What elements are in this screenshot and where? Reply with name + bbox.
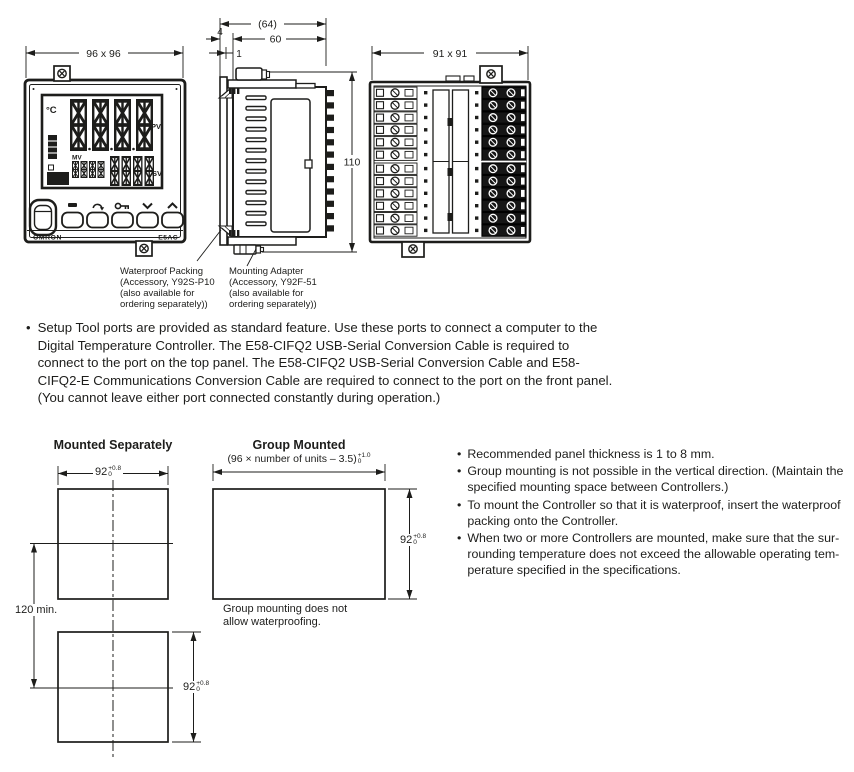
rear-top-mount-screw	[480, 66, 502, 83]
up-key	[162, 213, 183, 228]
note-item: • Group mounting is not possible in the vertical direction. (Maintain the specified mounting space between Controllers.)	[457, 464, 844, 495]
side-top-clamp	[228, 68, 315, 88]
pv-label: PV	[151, 122, 162, 131]
mounting-adapter-callout: Mounting Adapter (Accessory, Y92F-51 (also available for ordering separately))	[229, 266, 317, 310]
dim-110-label: 110	[343, 156, 361, 169]
group-mounted-drawing	[213, 464, 417, 599]
front-dim-96x96	[26, 46, 183, 78]
bullet-marker: •	[457, 497, 462, 512]
door-latch	[305, 160, 312, 168]
terminal-block-right	[482, 87, 526, 236]
level-key	[62, 213, 83, 228]
front-keys	[62, 213, 183, 228]
top-usb-connector	[236, 68, 270, 80]
usb-port	[30, 200, 56, 235]
mounting-adapter-screw	[234, 245, 264, 254]
level-key-icon	[68, 203, 77, 207]
note-item: • To mount the Controller so that it is waterproof, insert the waterproof packing onto the Controller.	[457, 497, 841, 528]
mode-key	[87, 213, 108, 228]
mounted-separately-title: Mounted Separately	[53, 438, 173, 452]
setup-tool-note-text: Setup Tool ports are provided as standard feature. Use these ports to connect a computer to the Digital Temperature Controller. The E58-CIFQ2 USB-Serial Conversion Cable is required to connect to the port on the top panel. The E58-CIFQ2 USB-Serial Conversion Cable and E58- CIFQ2-E Communications Conversion Cable are required to connect to the port on the front panel. (You cannot leave either port connected constantly during operation.)	[37, 320, 613, 405]
front-top-mount-screw	[54, 66, 70, 81]
group-width-formula: (96 × number of units – 3.5) +1.0 0	[227, 452, 371, 466]
mv-label: MV	[72, 154, 82, 162]
terminal-teeth	[326, 87, 334, 237]
rear-view	[370, 46, 530, 257]
group-mounted-title: Group Mounted	[252, 438, 346, 452]
rear-bottom-mount-screw	[402, 242, 424, 257]
panel-cutout-drawings	[0, 430, 460, 772]
dim-1-label: 1	[236, 49, 242, 60]
front-bottom-mount-screw	[136, 241, 152, 256]
cutout-width-dim: 92 +0.8 0	[95, 465, 122, 479]
spacing-dim-label: 120 min.	[15, 604, 58, 616]
waterproof-packing-callout: Waterproof Packing (Accessory, Y92S-P10 (also available for ordering separately))	[120, 266, 215, 310]
side-front-bezel	[220, 77, 227, 245]
percent-label: %	[62, 179, 67, 185]
sv-label: SV	[152, 169, 163, 178]
side-bottom-clamp	[228, 237, 296, 254]
group-mounting-note: Group mounting does not allow waterproofing.	[223, 603, 348, 628]
front-view	[25, 46, 185, 256]
bullet-marker: •	[457, 531, 462, 546]
model-logo: E5AC	[158, 234, 178, 242]
dim-64-label: (64)	[258, 18, 277, 31]
setup-tool-note	[26, 319, 612, 407]
side-door	[271, 99, 310, 232]
front-dim-label: 96 x 96	[86, 48, 121, 60]
dim-60-label: 60	[269, 33, 282, 46]
group-height-dim: 92 +0.8 0	[400, 533, 427, 547]
shift-key	[112, 213, 133, 228]
side-view	[197, 18, 367, 267]
note-item: • Recommended panel thickness is 1 to 8 mm.	[457, 447, 715, 461]
rear-dim-label: 91 x 91	[432, 48, 468, 60]
panel-mounting-notes	[457, 447, 854, 580]
dim-4-label: 4	[217, 27, 223, 38]
bullet-marker: •	[26, 320, 31, 335]
cutout-height-dim: 92 +0.8 0	[183, 680, 210, 694]
note-item: • When two or more Controllers are mounted, make sure that the sur- rounding temperature does not exceed the allowable operating tem- perature specified in the specifications.	[457, 531, 840, 577]
bullet-marker: •	[457, 464, 462, 479]
brand-logo: OMRON	[33, 234, 63, 242]
down-key	[137, 213, 158, 228]
bullet-marker: •	[457, 447, 462, 461]
temp-unit-indicator: °C	[46, 105, 57, 116]
group-cutout-rect	[213, 489, 385, 599]
rear-dim-91x91	[372, 46, 528, 80]
